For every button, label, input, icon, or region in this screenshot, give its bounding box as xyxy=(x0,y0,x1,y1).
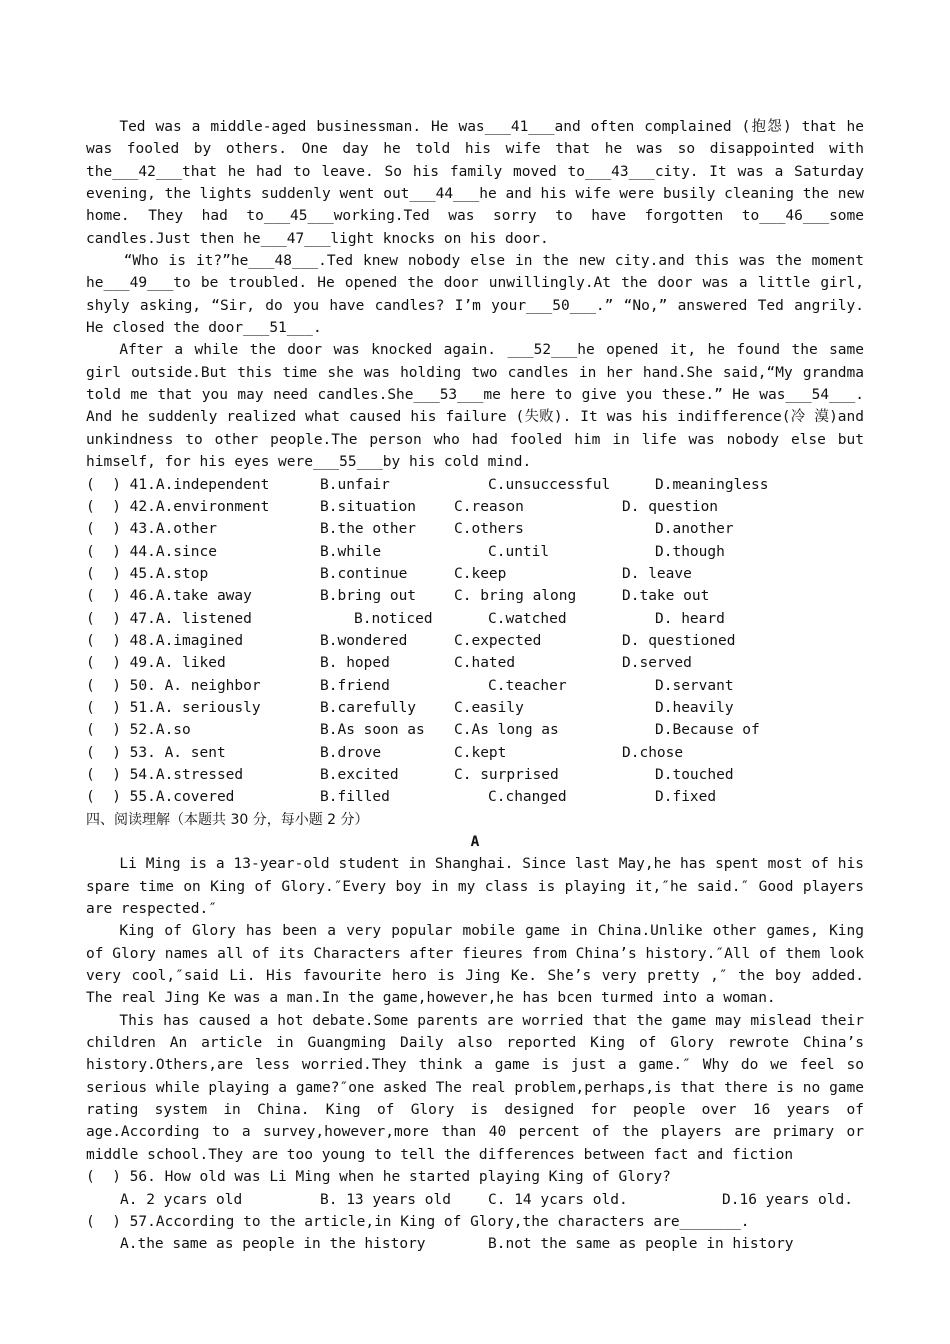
question-stem: ( ) 47.A. listened xyxy=(86,610,252,627)
option-b: B.noticed xyxy=(354,610,433,627)
option-d: D.servant xyxy=(655,677,734,694)
option-c: C.unsuccessful xyxy=(488,476,611,493)
cloze-question-46 xyxy=(86,585,864,607)
cloze-question-list xyxy=(86,474,864,809)
option-c: C.hated xyxy=(454,655,516,672)
cloze-question-47 xyxy=(86,608,864,630)
question-stem: ( ) 53. A. sent xyxy=(86,744,226,761)
option-a: A.the same as people in the history xyxy=(120,1236,426,1253)
cloze-question-43 xyxy=(86,518,864,540)
cloze-paragraph-2: “Who is it?”he___48___.Ted knew nobody else in the new city.and this was the moment he___49___to be troubled. He opened the door unwillingly.At the door was a little girl, shyly asking, “Sir, do you have candles? I’m your___50___.” “No,” answered Ted angrily. He closed the door___51___. xyxy=(86,253,864,337)
option-b: B. hoped xyxy=(320,655,390,672)
option-b: B.unfair xyxy=(320,476,390,493)
cloze-question-50 xyxy=(86,675,864,697)
question-stem: ( ) 49.A. liked xyxy=(86,655,226,672)
worksheet-page xyxy=(86,116,864,1256)
option-c: C.until xyxy=(488,543,550,560)
question-stem: ( ) 51.A. seriously xyxy=(86,699,261,716)
option-d: D.though xyxy=(655,543,725,560)
question-stem: ( ) 54.A.stressed xyxy=(86,766,244,783)
option-c: C. surprised xyxy=(454,766,559,783)
option-d: D.served xyxy=(622,655,692,672)
option-b: B.drove xyxy=(320,744,382,761)
cloze-question-41 xyxy=(86,474,864,496)
option-c: C.changed xyxy=(488,789,567,806)
option-c: C.kept xyxy=(454,744,507,761)
option-d: D.take out xyxy=(622,588,710,605)
option-c: C.teacher xyxy=(488,677,567,694)
cloze-question-49 xyxy=(86,652,864,674)
question-stem: ( ) 41.A.independent xyxy=(86,476,270,493)
cloze-question-45 xyxy=(86,563,864,585)
reading-question-57-options xyxy=(86,1233,864,1255)
option-d: D.chose xyxy=(622,744,684,761)
option-d: D.16 years old. xyxy=(722,1191,853,1208)
question-stem: ( ) 48.A.imagined xyxy=(86,632,244,649)
option-d: D.heavily xyxy=(655,699,734,716)
option-d: D. heard xyxy=(655,610,725,627)
option-d: D.another xyxy=(655,521,734,538)
option-b: B.wondered xyxy=(320,632,408,649)
question-stem: ( ) 52.A.so xyxy=(86,722,191,739)
option-b: B.situation xyxy=(320,498,417,515)
option-b: B.carefully xyxy=(320,699,417,716)
cloze-paragraph-1: Ted was a middle-aged businessman. He was___41___and often complained (抱怨) that he was fooled by others. One day he told his wife that he was so disappointed with the___42___that he had to leave. So his family moved to___43___city. It was a Saturday evening, the lights suddenly went out___44___he and his wife were busily cleaning the new home. They had to___45___working.Ted was sorry to have forgotten to___46___some candles.Just then he___47___light knocks on his door. xyxy=(86,119,864,247)
option-c: C.watched xyxy=(488,610,567,627)
cloze-question-53 xyxy=(86,742,864,764)
reading-question-56 xyxy=(86,1166,864,1188)
option-b: B.filled xyxy=(320,789,390,806)
option-b: B.not the same as people in history xyxy=(488,1236,794,1253)
option-d: D.meaningless xyxy=(655,476,769,493)
question-stem: ( ) 42.A.environment xyxy=(86,498,270,515)
cloze-question-52 xyxy=(86,719,864,741)
cloze-question-54 xyxy=(86,764,864,786)
option-c: C. bring along xyxy=(454,588,577,605)
passage-label: A xyxy=(470,834,480,850)
question-stem: ( ) 45.A.stop xyxy=(86,565,209,582)
option-d: D. question xyxy=(622,498,719,515)
option-d: D. questioned xyxy=(622,632,736,649)
reading-question-56-options xyxy=(86,1189,864,1211)
cloze-paragraph-3: After a while the door was knocked again. ___52___he opened it, he found the same girl outside.But this time she was holding two candles in her hand.She said,“My grandma told me that you may need candles.She___53___me here to give you these.” He was___54___. And he suddenly realized what caused his failure (失败). It was his indifference(冷 漠)and unkindness to other people.The person who had fooled him in life was nobody else but himself, for his eyes were___55___by his cold mind. xyxy=(86,342,864,471)
cloze-question-51 xyxy=(86,697,864,719)
option-d: D. leave xyxy=(622,565,692,582)
option-c: C.easily xyxy=(454,699,524,716)
option-b: B.while xyxy=(320,543,382,560)
section-title-reading: 四、阅读理解（本题共 30 分，每小题 2 分） xyxy=(86,811,369,828)
question-stem: ( ) 55.A.covered xyxy=(86,789,235,806)
question-stem: ( ) 44.A.since xyxy=(86,543,217,560)
option-b: B.bring out xyxy=(320,588,417,605)
option-b: B.friend xyxy=(320,677,390,694)
question-stem: ( ) 43.A.other xyxy=(86,521,217,538)
reading-paragraph-2: King of Glory has been a very popular mobile game in China.Unlike other games, King of Glory names all of its Characters after fieures from China’s history.″All of them look very cool,″said Li. His favourite hero is Jing Ke. She’s very pretty ,″ the boy added. The real Jing Ke was a man.In the game,however,he has bcen turmed into a woman. xyxy=(86,923,864,1007)
option-d: D.fixed xyxy=(655,789,717,806)
reading-question-57 xyxy=(86,1211,864,1233)
option-a: A. 2 ycars old xyxy=(120,1191,243,1208)
option-c: C.As long as xyxy=(454,722,559,739)
option-c: C.keep xyxy=(454,565,507,582)
cloze-question-42 xyxy=(86,496,864,518)
reading-paragraph-1: Li Ming is a 13-year-old student in Shanghai. Since last May,he has spent most of his spare time on King of Glory.″Every boy in my class is playing it,″he said.″ Good players are respected.″ xyxy=(86,856,864,918)
question-stem: ( ) 46.A.take away xyxy=(86,588,252,605)
cloze-question-48 xyxy=(86,630,864,652)
option-c: C.others xyxy=(454,521,524,538)
option-c: C.reason xyxy=(454,498,524,515)
option-c: C.expected xyxy=(454,632,542,649)
cloze-question-44 xyxy=(86,541,864,563)
option-d: D.Because of xyxy=(655,722,760,739)
question-stem: ( ) 56. How old was Li Ming when he started playing King of Glory? xyxy=(86,1169,671,1186)
option-b: B.continue xyxy=(320,565,408,582)
option-b: B.the other xyxy=(320,521,417,538)
option-d: D.touched xyxy=(655,766,734,783)
option-b: B. 13 years old xyxy=(320,1191,451,1208)
question-stem: ( ) 57.According to the article,in King of Glory,the characters are_______. xyxy=(86,1213,750,1230)
reading-paragraph-3: This has caused a hot debate.Some parents are worried that the game may mislead their children An article in Guangming Daily also reported King of Glory rewrote China’s history.Others,are less worried.They think a game is just a game.″ Why do we feel so serious while playing a game?″one asked The real problem,perhaps,is that there is no game rating system in China. King of Glory is designed for people over 16 years of age.According to a survey,however,more than 40 percent of the players are primary or middle school.They are too young to tell the differences between fact and fiction xyxy=(86,1012,864,1163)
cloze-question-55 xyxy=(86,786,864,808)
option-c: C. 14 ycars old. xyxy=(488,1191,628,1208)
question-stem: ( ) 50. A. neighbor xyxy=(86,677,261,694)
option-b: B.As soon as xyxy=(320,722,425,739)
option-b: B.excited xyxy=(320,766,399,783)
